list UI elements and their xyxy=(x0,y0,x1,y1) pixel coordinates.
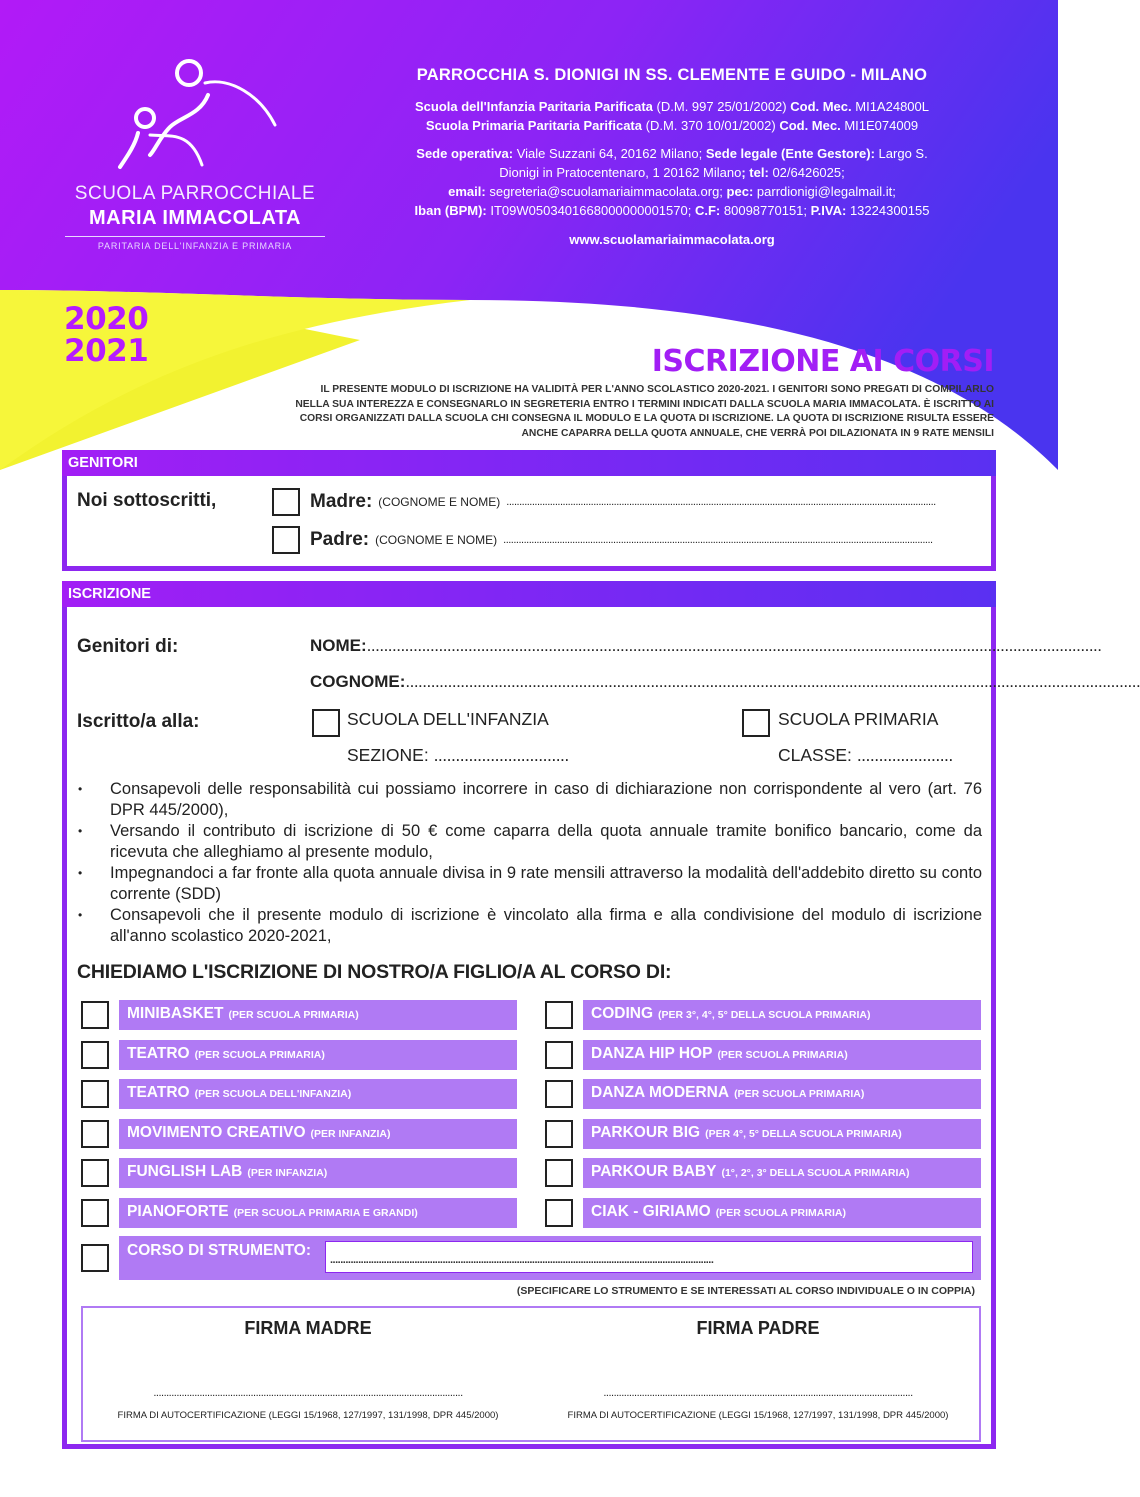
padre-label: Padre: xyxy=(310,529,370,550)
course-danza-hip-hop[interactable]: DANZA HIP HOP (PER SCUOLA PRIMARIA) xyxy=(545,1040,981,1070)
cognome-field[interactable]: COGNOME:.............................................................................................................................................................................. xyxy=(310,672,1140,691)
declaration-item: • Consapevoli delle responsabilità cui possiamo incorrere in caso di dichiarazione non corrispondente al vero (art. 76 DPR 445/2000), xyxy=(77,779,982,821)
firma-padre-caption: FIRMA DI AUTOCERTIFICAZIONE (LEGGI 15/1968, 127/1997, 131/1998, DPR 445/2000) xyxy=(567,1410,949,1421)
course-teatro-infanzia[interactable]: TEATRO (PER SCUOLA DELL'INFANZIA) xyxy=(81,1079,517,1109)
course-checkbox[interactable] xyxy=(545,1041,573,1069)
logo-divider xyxy=(65,236,325,237)
iban-line: Iban (BPM): IT09W0503401668000000001570; C.F: 80098770151; P.IVA: 13224300155 xyxy=(414,203,930,218)
section-genitori-title: GENITORI xyxy=(62,450,996,476)
course-parkour-big[interactable]: PARKOUR BIG (PER 4°, 5° DELLA SCUOLA PRIMARIA) xyxy=(545,1119,981,1149)
logo-line-3: PARITARIA DELL'INFANZIA E PRIMARIA xyxy=(97,241,293,251)
padre-row xyxy=(272,526,982,554)
signature-padre xyxy=(533,1308,983,1440)
logo-figures-icon xyxy=(110,55,280,175)
course-checkbox[interactable] xyxy=(81,1120,109,1148)
course-minibasket[interactable]: MINIBASKET (PER SCUOLA PRIMARIA) xyxy=(81,1000,517,1030)
logo-line-1: SCUOLA PARROCCHIALE xyxy=(74,183,316,204)
course-ciak-giriamo[interactable]: CIAK - GIRIAMO (PER SCUOLA PRIMARIA) xyxy=(545,1198,981,1228)
sezione-field[interactable]: SEZIONE: ............................... xyxy=(347,745,569,765)
section-iscrizione xyxy=(62,581,1140,1449)
course-checkbox[interactable] xyxy=(545,1080,573,1108)
course-parkour-baby[interactable]: PARKOUR BABY (1°, 2°, 3° DELLA SCUOLA PRIMARIA) xyxy=(545,1158,981,1188)
firma-padre-field[interactable]: ......................................................................................................................... xyxy=(603,1387,913,1399)
firma-madre-label: FIRMA MADRE xyxy=(244,1318,372,1338)
firma-madre-field[interactable]: ......................................................................................................................... xyxy=(153,1387,463,1399)
padre-hint: (COGNOME E NOME) xyxy=(375,533,498,547)
iscritto-label: Iscritto/a alla: xyxy=(77,711,200,732)
padre-name-field[interactable]: ........................................................................................................................................................................ xyxy=(503,534,933,546)
school-logo xyxy=(60,55,330,251)
madre-checkbox[interactable] xyxy=(272,488,300,516)
classe-field[interactable]: CLASSE: ...................... xyxy=(778,745,953,765)
signature-madre xyxy=(83,1308,533,1440)
strumento-note: (SPECIFICARE LO STRUMENTO E SE INTERESSATI AL CORSO INDIVIDUALE O IN COPPIA) xyxy=(516,1285,975,1297)
course-checkbox[interactable] xyxy=(81,1199,109,1227)
logo-line-2: MARIA IMMACOLATA xyxy=(88,207,302,229)
primaria-label: SCUOLA PRIMARIA xyxy=(778,709,939,729)
declaration-item: • Impegnandoci a far fronte alla quota annuale divisa in 9 rate mensili attraverso la modalità dell'addebito diretto su conto corrente (SDD) xyxy=(77,863,982,905)
infanzia-checkbox[interactable] xyxy=(312,709,340,737)
course-strumento xyxy=(81,1236,981,1280)
madre-row xyxy=(272,488,982,516)
course-pianoforte[interactable]: PIANOFORTE (PER SCUOLA PRIMARIA E GRANDI) xyxy=(81,1198,517,1228)
firma-madre-caption: FIRMA DI AUTOCERTIFICAZIONE (LEGGI 15/1968, 127/1997, 131/1998, DPR 445/2000) xyxy=(117,1410,499,1421)
header-info xyxy=(352,66,992,247)
pec-link[interactable]: parrdionigi@legalmail.it; xyxy=(756,184,896,199)
declarations-list xyxy=(77,779,982,947)
school-infanzia-line: Scuola dell'Infanzia Paritaria Parificata (D.M. 997 25/01/2002) Cod. Mec. MI1A24800L xyxy=(415,99,929,114)
strumento-label: CORSO DI STRUMENTO: xyxy=(127,1242,311,1259)
website-link[interactable]: www.scuolamariaimmacolata.org xyxy=(569,232,775,247)
course-checkbox[interactable] xyxy=(545,1199,573,1227)
form-title: ISCRIZIONE AI CORSI xyxy=(651,344,994,379)
section-iscrizione-title: ISCRIZIONE xyxy=(62,581,996,607)
firma-padre-label: FIRMA PADRE xyxy=(696,1318,820,1338)
noi-sottoscritti-label: Noi sottoscritti, xyxy=(77,490,217,511)
intro-text: IL PRESENTE MODULO DI ISCRIZIONE HA VALIDITÀ PER L'ANNO SCOLASTICO 2020-2021. I GENITORI SONO PREGATI DI COMPILARLO NELLA SUA INTEREZZA E CONSEGNARLO IN SEGRETERIA ENTRO I TERMINI INDICATI DALLA SCUOLA MARIA IMMACOLATA. È ISCRITTO AI CORSI ORGANIZZATI DALLA SCUOLA CHI CONSEGNA IL MODULO E LA QUOTA DI ISCRIZIONE. LA QUOTA DI ISCRIZIONE RISULTA ESSERE ANCHE CAPARRA DELLA QUOTA ANNUALE, CHE VERRÀ POI DILAZIONATA IN 9 RATE MENSILI xyxy=(295,384,994,439)
email-link[interactable]: segreteria@scuolamariaimmacolata.org; xyxy=(489,184,723,199)
parish-name: PARROCCHIA S. DIONIGI IN SS. CLEMENTE E GUIDO - MILANO xyxy=(416,66,928,84)
madre-name-field[interactable]: ........................................................................................................................................................................ xyxy=(506,496,936,508)
primaria-checkbox[interactable] xyxy=(742,709,770,737)
course-movimento-creativo[interactable]: MOVIMENTO CREATIVO (PER INFANZIA) xyxy=(81,1119,517,1149)
course-checkbox[interactable] xyxy=(81,1080,109,1108)
course-coding[interactable]: CODING (PER 3°, 4°, 5° DELLA SCUOLA PRIMARIA) xyxy=(545,1000,981,1030)
strumento-input[interactable]: ...................................................................................................................................................... xyxy=(325,1241,973,1273)
request-heading: CHIEDIAMO L'ISCRIZIONE DI NOSTRO/A FIGLIO/A AL CORSO DI: xyxy=(77,961,672,983)
course-checkbox[interactable] xyxy=(81,1159,109,1187)
school-primaria-line: Scuola Primaria Paritaria Parificata (D.M. 370 10/01/2002) Cod. Mec. MI1E074009 xyxy=(425,118,919,133)
sede-line-1: Sede operativa: Viale Suzzani 64, 20162 Milano; Sede legale (Ente Gestore): Largo S. xyxy=(416,146,928,161)
madre-hint: (COGNOME E NOME) xyxy=(378,495,501,509)
madre-label: Madre: xyxy=(310,491,373,512)
sede-line-2: Dionigi in Pratocentenaro, 1 20162 Milano; tel: 02/6426025; xyxy=(499,165,845,180)
nome-field[interactable]: NOME:.............................................................................................................................................................................. xyxy=(310,636,1102,655)
school-year: 2020 2021 xyxy=(64,301,149,369)
declaration-item: • Consapevoli che il presente modulo di iscrizione è vincolato alla firma e alla condivisione del modulo di iscrizione all'anno scolastico 2020-2021, xyxy=(77,905,982,947)
course-checkbox[interactable] xyxy=(545,1159,573,1187)
course-danza-moderna[interactable]: DANZA MODERNA (PER SCUOLA PRIMARIA) xyxy=(545,1079,981,1109)
course-checkbox[interactable] xyxy=(545,1120,573,1148)
course-teatro-primaria[interactable]: TEATRO (PER SCUOLA PRIMARIA) xyxy=(81,1040,517,1070)
course-funglish-lab[interactable]: FUNGLISH LAB (PER INFANZIA) xyxy=(81,1158,517,1188)
section-genitori xyxy=(62,450,996,571)
course-checkbox[interactable] xyxy=(81,1001,109,1029)
strumento-checkbox[interactable] xyxy=(81,1244,109,1272)
signature-box xyxy=(81,1306,981,1442)
course-checkbox[interactable] xyxy=(81,1041,109,1069)
padre-checkbox[interactable] xyxy=(272,526,300,554)
email-line: email: segreteria@scuolamariaimmacolata.org; pec: parrdionigi@legalmail.it; xyxy=(448,184,896,199)
course-checkbox[interactable] xyxy=(545,1001,573,1029)
infanzia-label: SCUOLA DELL'INFANZIA xyxy=(347,709,549,729)
genitori-di-label: Genitori di: xyxy=(77,636,179,657)
declaration-item: • Versando il contributo di iscrizione di 50 € come caparra della quota annuale tramite bonifico bancario, come da ricevuta che alleghiamo al presente modulo, xyxy=(77,821,982,863)
